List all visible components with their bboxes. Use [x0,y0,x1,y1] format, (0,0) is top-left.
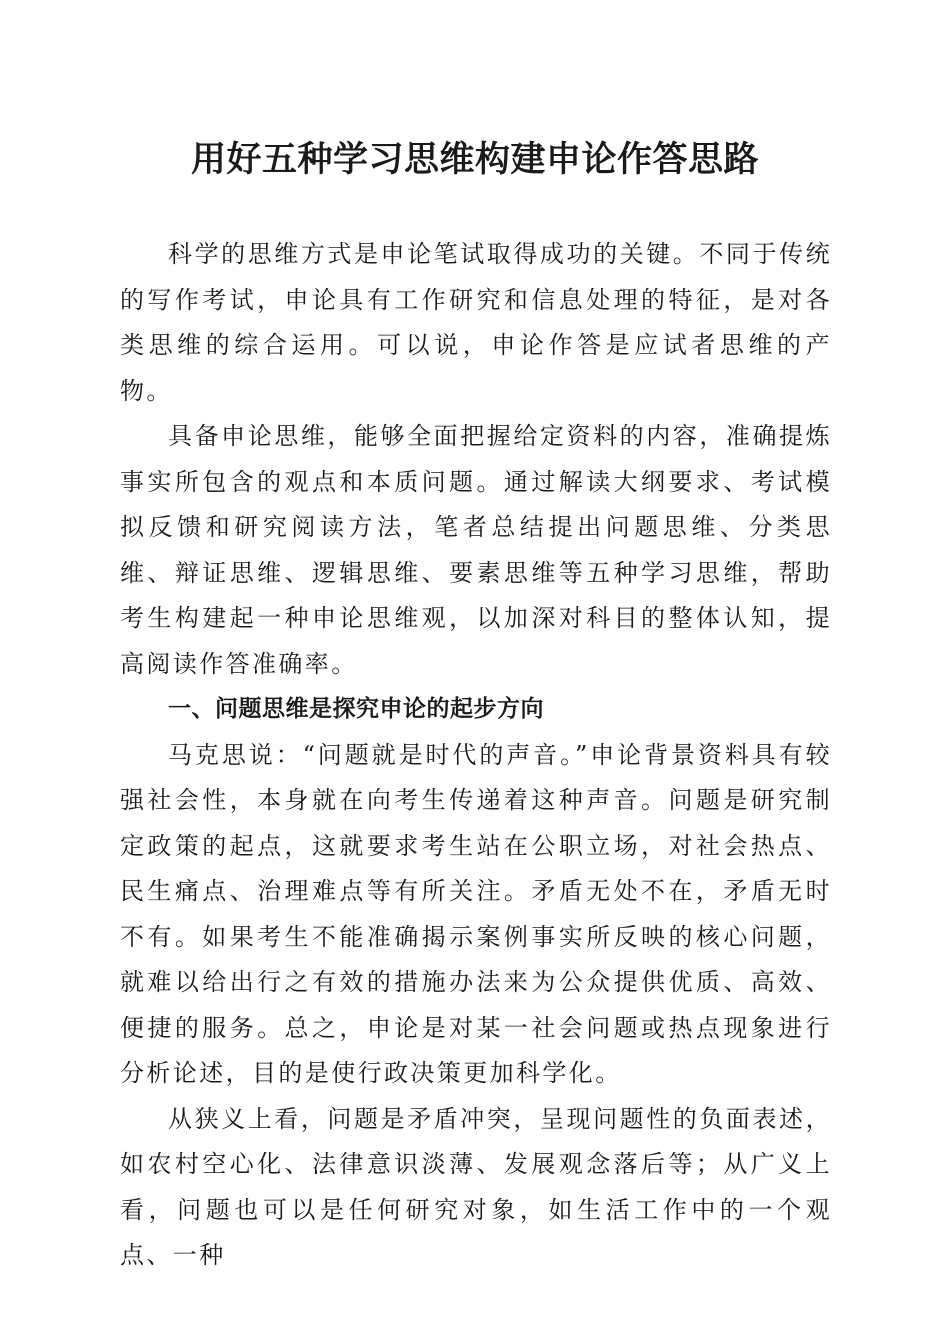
paragraph: 从狭义上看，问题是矛盾冲突，呈现问题性的负面表述，如农村空心化、法律意识淡薄、发展观念落后等；从广义上看，问题也可以是任何研究对象，如生活工作中的一个观点、一种 [120,1104,832,1269]
paragraph: 马克思说：“问题就是时代的声音。”申论背景资料具有较强社会性，本身就在向考生传递着这种声音。问题是研究制定政策的起点，这就要求考生站在公职立场，对社会热点、民生痛点、治理难点等有所关注。矛盾无处不在，矛盾无时不有。如果考生不能准确揭示案例事实所反映的核心问题，就难以给出行之有效的措施办法来为公众提供优质、高效、便捷的服务。总之，申论是对某一社会问题或热点现象进行分析论述，目的是使行政决策更加科学化。 [120,740,832,1087]
document-title: 用好五种学习思维构建申论作答思路 [190,139,759,180]
paragraph: 具备申论思维，能够全面把握给定资料的内容，准确提炼事实所包含的观点和本质问题。通过解读大纲要求、考试模拟反馈和研究阅读方法，笔者总结提出问题思维、分类思维、辩证思维、逻辑思维、要素思维等五种学习思维，帮助考生构建起一种申论思维观，以加深对科目的整体认知，提高阅读作答准确率。 [120,422,832,678]
paragraph: 科学的思维方式是申论笔试取得成功的关键。不同于传统的写作考试，申论具有工作研究和信息处理的特征，是对各类思维的综合运用。可以说，申论作答是应试者思维的产物。 [120,240,832,405]
document-body [120,232,832,1279]
section-heading: 一、问题思维是探究申论的起步方向 [168,696,544,722]
